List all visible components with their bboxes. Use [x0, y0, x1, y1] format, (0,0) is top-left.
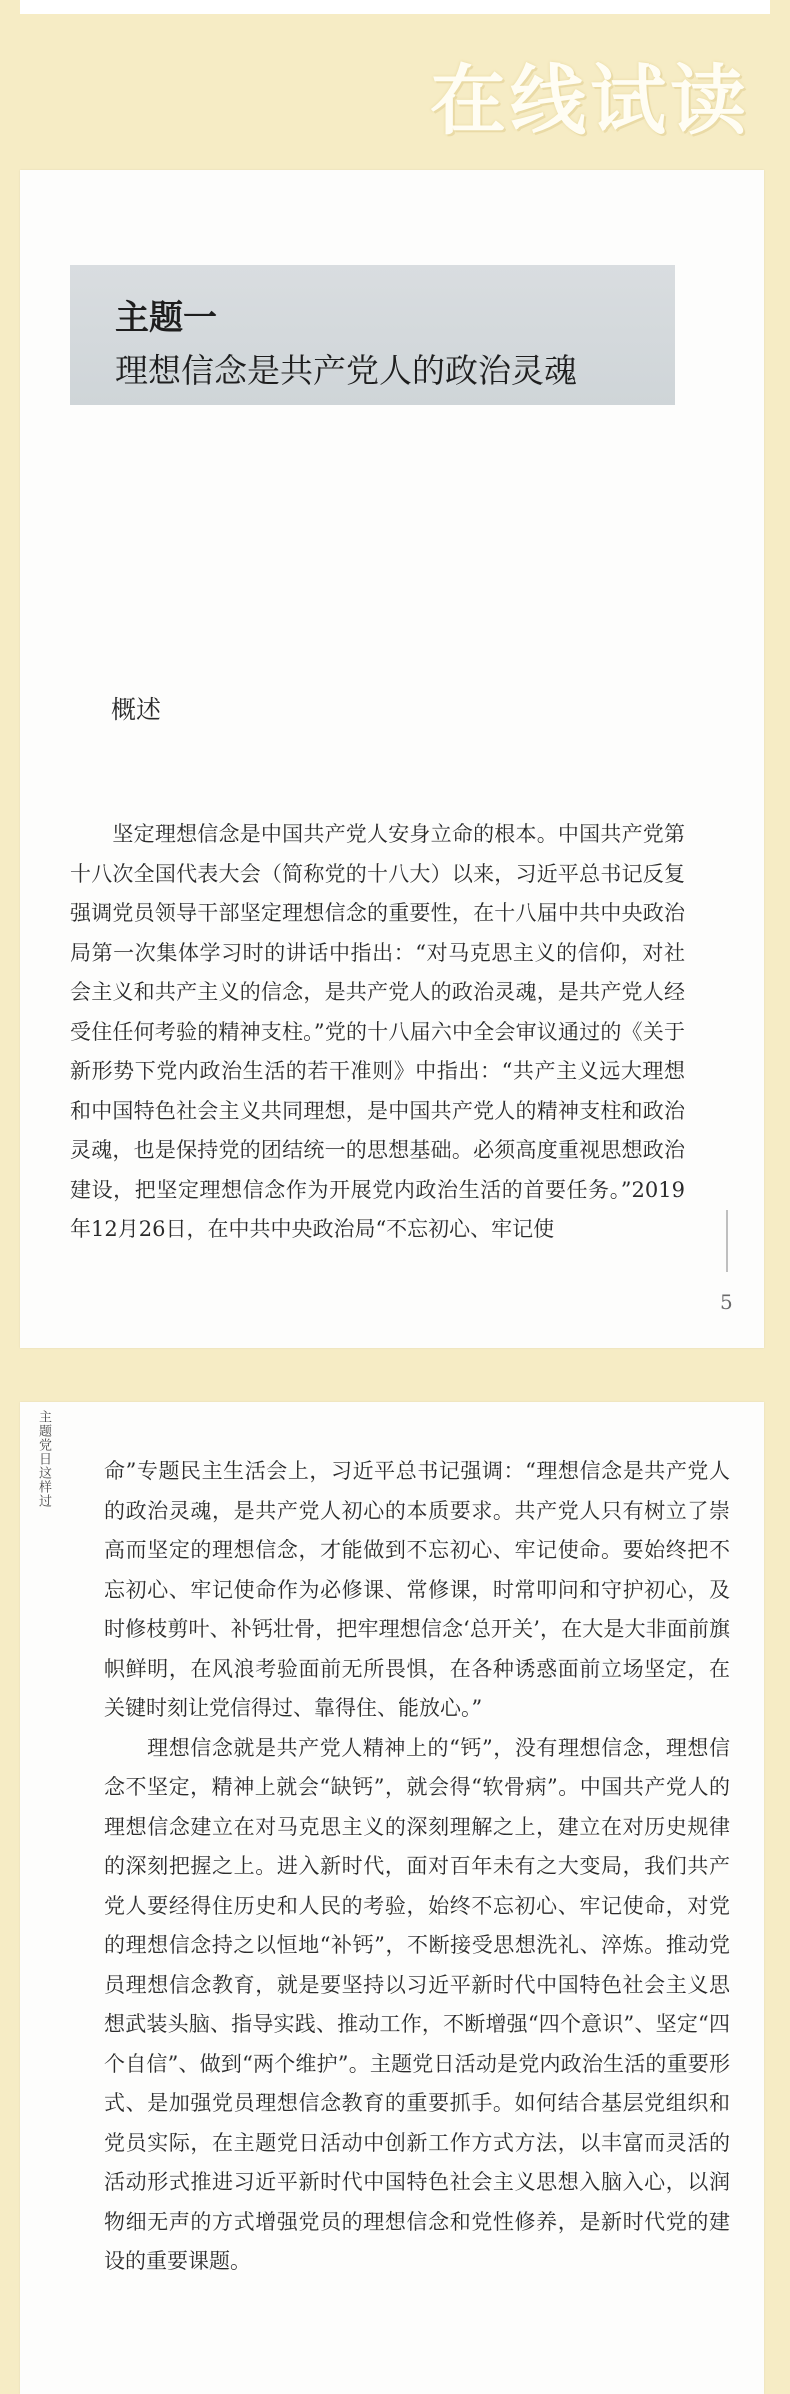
- book-page-6: [20, 1402, 764, 2394]
- section-title: 概述: [111, 695, 162, 724]
- running-head: 主题党日这样过: [36, 1410, 51, 1508]
- body-text: [104, 1452, 730, 2282]
- paragraph: 理想信念就是共产党人精神上的“钙”，没有理想信念，理想信念不坚定，精神上就会“缺钙”，就会得“软骨病”。中国共产党人的理想信念建立在对马克思主义的深刻理解之上，建立在对历史规律的深刻把握之上。进入新时代，面对百年未有之大变局，我们共产党人要经得住历史和人民的考验，始终不忘初心、牢记使命，对党的理想信念持之以恒地“补钙”，不断接受思想洗礼、淬炼。推动党员理想信念教育，就是要坚持以习近平新时代中国特色社会主义思想武装头脑、指导实践、推动工作，不断增强“四个意识”、坚定“四个自信”、做到“两个维护”。主题党日活动是党内政治生活的重要形式、是加强党员理想信念教育的重要抓手。如何结合基层党组织和党员实际，在主题党日活动中创新工作方式方法，以丰富而灵活的活动形式推进习近平新时代中国特色社会主义思想入脑入心，以润物细无声的方式增强党员的理想信念和党性修养，是新时代党的建设的重要课题。: [104, 1735, 730, 2273]
- paragraph: 命”专题民主生活会上，习近平总书记强调：“理想信念是共产党人的政治灵魂，是共产党人初心的本质要求。共产党人只有树立了崇高而坚定的理想信念，才能做到不忘初心、牢记使命。要始终把不忘初心、牢记使命作为必修课、常修课，时常叩问和守护初心，及时修枝剪叶、补钙壮骨，把牢理想信念‘总开关’，在大是大非面前旗帜鲜明，在风浪考验面前无所畏惧，在各种诱惑面前立场坚定，在关键时刻让党信得过、靠得住、能放心。”: [104, 1459, 730, 1720]
- top-page-edge: [20, 0, 770, 14]
- topic-label: 主题一: [115, 298, 217, 338]
- topic-heading: 理想信念是共产党人的政治灵魂: [115, 351, 577, 390]
- page-number: 5: [720, 1290, 733, 1314]
- body-text: [70, 815, 685, 1250]
- preview-banner-title: 在线试读: [430, 56, 750, 145]
- topic-header-box: [70, 265, 675, 405]
- book-page-5: [20, 170, 764, 1348]
- paragraph: 坚定理想信念是中国共产党人安身立命的根本。中国共产党第十八次全国代表大会（简称党的十八大）以来，习近平总书记反复强调党员领导干部坚定理想信念的重要性，在十八届中共中央政治局第一次集体学习时的讲话中指出：“对马克思主义的信仰，对社会主义和共产主义的信念，是共产党人的政治灵魂，是共产党人经受住任何考验的精神支柱。”党的十八届六中全会审议通过的《关于新形势下党内政治生活的若干准则》中指出：“共产主义远大理想和中国特色社会主义共同理想，是中国共产党人的精神支柱和政治灵魂，也是保持党的团结统一的思想基础。必须高度重视思想政治建设，把坚定理想信念作为开展党内政治生活的首要任务。”2019年12月26日，在中共中央政治局“不忘初心、牢记使: [70, 822, 685, 1241]
- margin-rule: [726, 1210, 728, 1272]
